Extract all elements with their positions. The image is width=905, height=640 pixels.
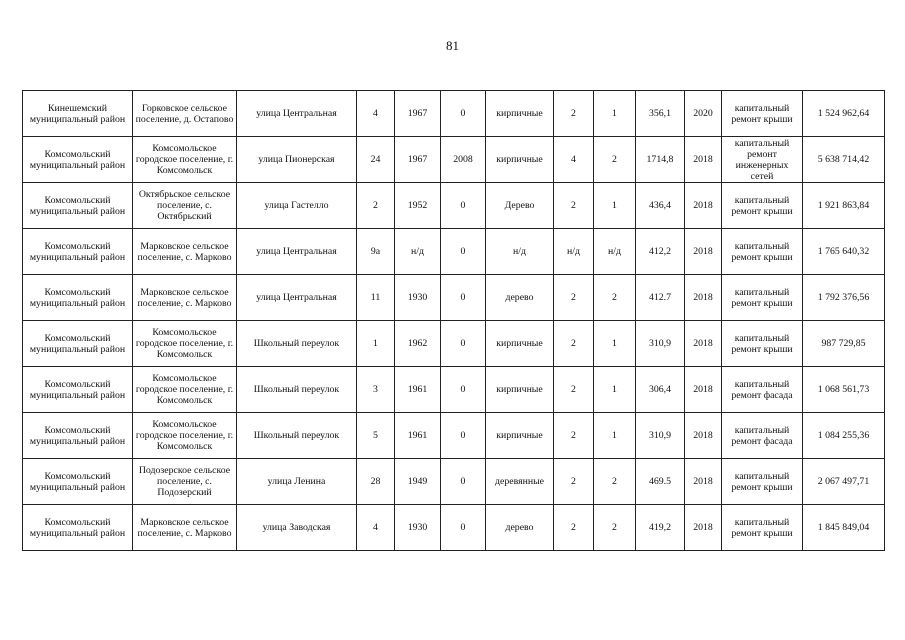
build-year-cell: 1967 — [395, 137, 441, 183]
table-row — [23, 275, 885, 321]
settlement-cell: Комсомольское городское поселение, г. Комсомольск — [133, 367, 237, 413]
build-year-cell: н/д — [395, 229, 441, 275]
reconstruction-year-cell: 0 — [441, 91, 486, 137]
reconstruction-year-cell: 0 — [441, 229, 486, 275]
reconstruction-year-cell: 0 — [441, 321, 486, 367]
wall-material-cell: дерево — [486, 275, 554, 321]
cost-cell: 1 084 255,36 — [803, 413, 885, 459]
street-cell: Школьный переулок — [237, 413, 357, 459]
table-row — [23, 367, 885, 413]
floors-cell: 2 — [554, 459, 594, 505]
planned-year-cell: 2018 — [685, 367, 722, 413]
reconstruction-year-cell: 2008 — [441, 137, 486, 183]
street-cell: улица Гастелло — [237, 183, 357, 229]
wall-material-cell: кирпичные — [486, 91, 554, 137]
work-type-cell: капитальный ремонт фасада — [722, 367, 803, 413]
wall-material-cell: кирпичные — [486, 413, 554, 459]
work-type-cell: капитальный ремонт крыши — [722, 229, 803, 275]
reconstruction-year-cell: 0 — [441, 505, 486, 551]
table-row — [23, 183, 885, 229]
work-type-cell: капитальный ремонт инженерных сетей — [722, 137, 803, 183]
build-year-cell: 1930 — [395, 505, 441, 551]
street-cell: Школьный переулок — [237, 367, 357, 413]
table-row — [23, 137, 885, 183]
house-number-cell: 24 — [357, 137, 395, 183]
area-cell: 412,2 — [636, 229, 685, 275]
planned-year-cell: 2018 — [685, 459, 722, 505]
floors-cell: 2 — [554, 183, 594, 229]
district-cell: Комсомольский муниципальный район — [23, 229, 133, 275]
floors-cell: 2 — [554, 321, 594, 367]
floors-cell: 2 — [554, 275, 594, 321]
planned-year-cell: 2018 — [685, 413, 722, 459]
district-cell: Комсомольский муниципальный район — [23, 413, 133, 459]
build-year-cell: 1962 — [395, 321, 441, 367]
house-number-cell: 5 — [357, 413, 395, 459]
settlement-cell: Марковское сельское поселение, с. Марково — [133, 229, 237, 275]
settlement-cell: Горковское сельское поселение, д. Остапово — [133, 91, 237, 137]
entrances-cell: 1 — [594, 413, 636, 459]
house-number-cell: 9а — [357, 229, 395, 275]
floors-cell: 2 — [554, 91, 594, 137]
cost-cell: 2 067 497,71 — [803, 459, 885, 505]
street-cell: улица Центральная — [237, 275, 357, 321]
planned-year-cell: 2018 — [685, 275, 722, 321]
district-cell: Комсомольский муниципальный район — [23, 321, 133, 367]
work-type-cell: капитальный ремонт крыши — [722, 459, 803, 505]
entrances-cell: 1 — [594, 321, 636, 367]
build-year-cell: 1961 — [395, 367, 441, 413]
area-cell: 1714,8 — [636, 137, 685, 183]
house-number-cell: 4 — [357, 505, 395, 551]
planned-year-cell: 2018 — [685, 183, 722, 229]
cost-cell: 1 524 962,64 — [803, 91, 885, 137]
page-number: 81 — [446, 38, 459, 53]
entrances-cell: н/д — [594, 229, 636, 275]
area-cell: 419,2 — [636, 505, 685, 551]
street-cell: улица Центральная — [237, 91, 357, 137]
wall-material-cell: дерево — [486, 505, 554, 551]
wall-material-cell: н/д — [486, 229, 554, 275]
entrances-cell: 2 — [594, 505, 636, 551]
table-row — [23, 413, 885, 459]
reconstruction-year-cell: 0 — [441, 459, 486, 505]
house-number-cell: 1 — [357, 321, 395, 367]
table-row — [23, 229, 885, 275]
wall-material-cell: кирпичные — [486, 321, 554, 367]
district-cell: Комсомольский муниципальный район — [23, 275, 133, 321]
table-row — [23, 91, 885, 137]
planned-year-cell: 2018 — [685, 229, 722, 275]
district-cell: Комсомольский муниципальный район — [23, 459, 133, 505]
reconstruction-year-cell: 0 — [441, 367, 486, 413]
settlement-cell: Комсомольское городское поселение, г. Комсомольск — [133, 137, 237, 183]
floors-cell: 2 — [554, 505, 594, 551]
entrances-cell: 2 — [594, 137, 636, 183]
build-year-cell: 1930 — [395, 275, 441, 321]
wall-material-cell: деревянные — [486, 459, 554, 505]
work-type-cell: капитальный ремонт крыши — [722, 91, 803, 137]
settlement-cell: Комсомольское городское поселение, г. Комсомольск — [133, 321, 237, 367]
floors-cell: 2 — [554, 413, 594, 459]
area-cell: 310,9 — [636, 413, 685, 459]
work-type-cell: капитальный ремонт крыши — [722, 321, 803, 367]
wall-material-cell: кирпичные — [486, 367, 554, 413]
street-cell: улица Ленина — [237, 459, 357, 505]
build-year-cell: 1961 — [395, 413, 441, 459]
build-year-cell: 1949 — [395, 459, 441, 505]
area-cell: 306,4 — [636, 367, 685, 413]
area-cell: 469.5 — [636, 459, 685, 505]
house-number-cell: 28 — [357, 459, 395, 505]
settlement-cell: Марковское сельское поселение, с. Марково — [133, 275, 237, 321]
cost-cell: 1 765 640,32 — [803, 229, 885, 275]
work-type-cell: капитальный ремонт крыши — [722, 275, 803, 321]
planned-year-cell: 2018 — [685, 505, 722, 551]
street-cell: улица Центральная — [237, 229, 357, 275]
settlement-cell: Октябрьское сельское поселение, с. Октябрьский — [133, 183, 237, 229]
cost-cell: 5 638 714,42 — [803, 137, 885, 183]
reconstruction-year-cell: 0 — [441, 413, 486, 459]
street-cell: улица Пионерская — [237, 137, 357, 183]
work-type-cell: капитальный ремонт крыши — [722, 505, 803, 551]
house-number-cell: 11 — [357, 275, 395, 321]
street-cell: улица Заводская — [237, 505, 357, 551]
district-cell: Комсомольский муниципальный район — [23, 367, 133, 413]
area-cell: 310,9 — [636, 321, 685, 367]
planned-year-cell: 2018 — [685, 137, 722, 183]
area-cell: 412.7 — [636, 275, 685, 321]
settlement-cell: Подозерское сельское поселение, с. Подозерский — [133, 459, 237, 505]
entrances-cell: 1 — [594, 367, 636, 413]
entrances-cell: 2 — [594, 275, 636, 321]
floors-cell: 2 — [554, 367, 594, 413]
house-number-cell: 2 — [357, 183, 395, 229]
table-row — [23, 321, 885, 367]
reconstruction-year-cell: 0 — [441, 275, 486, 321]
cost-cell: 1 068 561,73 — [803, 367, 885, 413]
cost-cell: 1 921 863,84 — [803, 183, 885, 229]
planned-year-cell: 2018 — [685, 321, 722, 367]
work-type-cell: капитальный ремонт крыши — [722, 183, 803, 229]
entrances-cell: 1 — [594, 183, 636, 229]
house-number-cell: 4 — [357, 91, 395, 137]
district-cell: Кинешемский муниципальный район — [23, 91, 133, 137]
area-cell: 436,4 — [636, 183, 685, 229]
floors-cell: н/д — [554, 229, 594, 275]
wall-material-cell: Дерево — [486, 183, 554, 229]
cost-cell: 1 845 849,04 — [803, 505, 885, 551]
housing-repair-table — [22, 90, 885, 551]
settlement-cell: Комсомольское городское поселение, г. Комсомольск — [133, 413, 237, 459]
entrances-cell: 1 — [594, 91, 636, 137]
settlement-cell: Марковское сельское поселение, с. Марково — [133, 505, 237, 551]
build-year-cell: 1952 — [395, 183, 441, 229]
entrances-cell: 2 — [594, 459, 636, 505]
work-type-cell: капитальный ремонт фасада — [722, 413, 803, 459]
planned-year-cell: 2020 — [685, 91, 722, 137]
table-body — [23, 91, 885, 551]
cost-cell: 1 792 376,56 — [803, 275, 885, 321]
build-year-cell: 1967 — [395, 91, 441, 137]
district-cell: Комсомольский муниципальный район — [23, 505, 133, 551]
floors-cell: 4 — [554, 137, 594, 183]
district-cell: Комсомольский муниципальный район — [23, 183, 133, 229]
district-cell: Комсомольский муниципальный район — [23, 137, 133, 183]
table-row — [23, 459, 885, 505]
wall-material-cell: кирпичные — [486, 137, 554, 183]
reconstruction-year-cell: 0 — [441, 183, 486, 229]
area-cell: 356,1 — [636, 91, 685, 137]
cost-cell: 987 729,85 — [803, 321, 885, 367]
house-number-cell: 3 — [357, 367, 395, 413]
street-cell: Школьный переулок — [237, 321, 357, 367]
table-row — [23, 505, 885, 551]
